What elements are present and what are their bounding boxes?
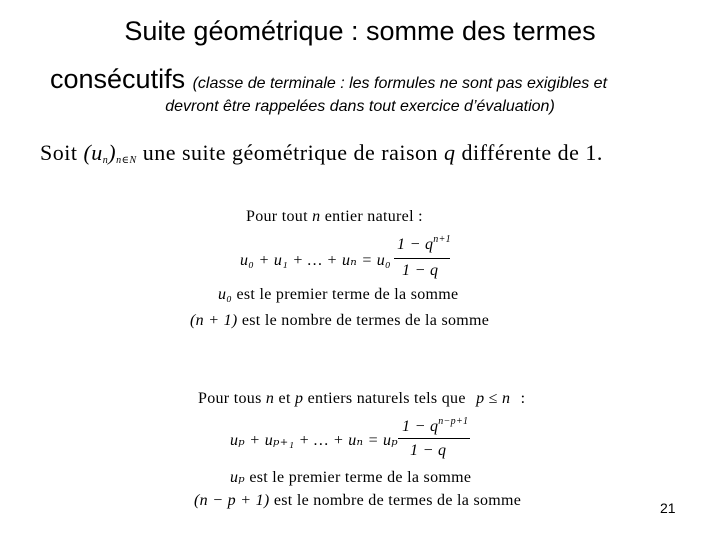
slide-title-line2	[50, 64, 607, 95]
condition-p-le-n: p ≤ n	[476, 390, 511, 407]
formula2-denominator: 1 − q	[410, 442, 447, 459]
formula1-denominator: 1 − q	[402, 262, 439, 279]
formula2-lhs: uₚ + uₚ₊₁ + … + uₙ = uₚ	[230, 432, 399, 449]
intro-sentence	[40, 140, 603, 166]
title-note-part1: (classe de terminale : les formules ne sont pas exigibles et	[192, 75, 608, 92]
formula1-numerator: $1 - q^{n+1}$	[397, 234, 451, 253]
formula2-heading: Pour tous n et p entiers naturels tels que p ≤ n :	[198, 390, 526, 407]
formula1-lhs: u₀ + u₁ + … + uₙ = u₀	[240, 252, 391, 269]
slide-title-line1: Suite géométrique : somme des termes	[124, 16, 596, 46]
title-word-consecutifs: consécutifs	[50, 64, 186, 94]
formula1-note-count: (n + 1) est le nombre de termes de la somme	[190, 312, 490, 329]
intro-middle-text: une suite géométrique de raison	[142, 140, 439, 165]
formula2-numerator: $1 - q^{n-p+1}$	[402, 416, 469, 435]
formula1-heading: Pour tout n entier naturel :	[246, 208, 423, 225]
intro-end-text: différente de 1.	[461, 140, 603, 165]
formula2-note-count: (n − p + 1) est le nombre de termes de la somme	[194, 492, 522, 509]
ratio-q: q	[444, 140, 456, 165]
page-number: 21	[660, 500, 676, 516]
formula1-note-first-term: u₀ est le premier terme de la somme	[218, 286, 459, 303]
formula2-fraction-bar	[398, 438, 470, 439]
sequence-notation: (un)n∈N	[83, 140, 137, 166]
formula2-note-first-term: uₚ est le premier terme de la somme	[230, 469, 472, 486]
title-note-part2: devront être rappelées dans tout exercice d’évaluation)	[165, 98, 555, 115]
intro-soit: Soit	[40, 140, 78, 165]
formula1-fraction-bar	[394, 258, 450, 259]
